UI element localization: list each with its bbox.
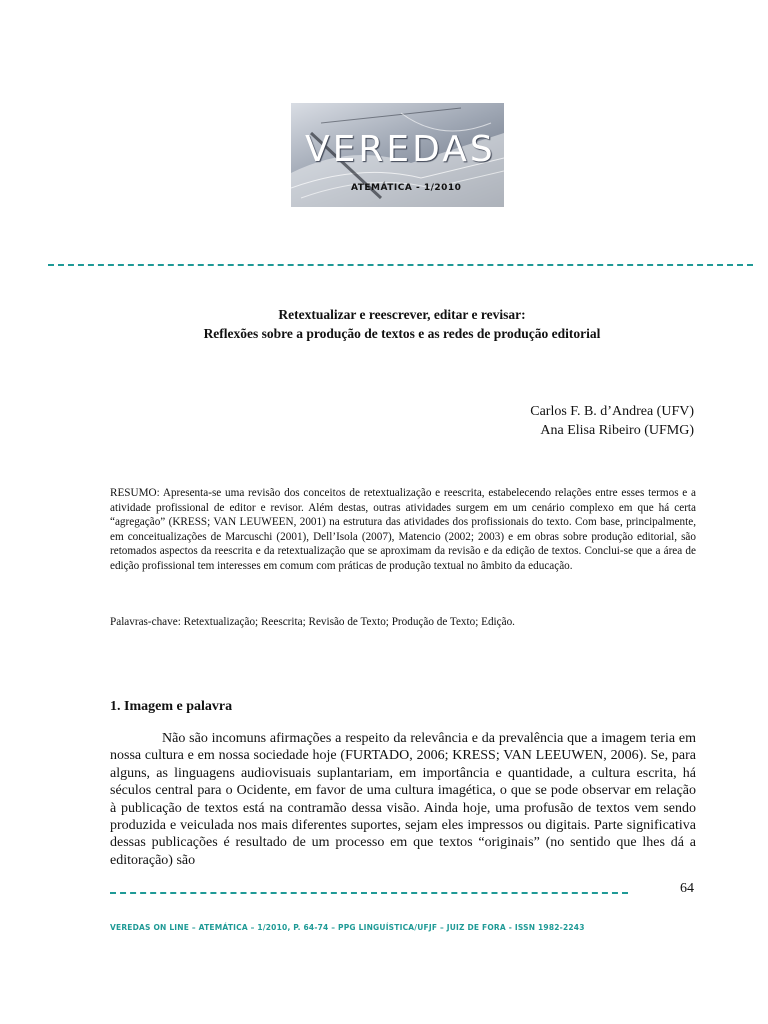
abstract [110, 486, 696, 573]
page-number: 64 [680, 881, 694, 896]
abstract-label: RESUMO: [110, 487, 160, 499]
bottom-divider [110, 892, 628, 894]
article-title-line-2: Reflexões sobre a produção de textos e as redes de produção editorial [203, 326, 601, 341]
author-list [530, 402, 694, 440]
article-title [110, 305, 694, 343]
logo-title: VEREDAS [305, 129, 496, 170]
journal-logo [291, 103, 504, 207]
section-heading: 1. Imagem e palavra [110, 699, 233, 714]
footer-citation: VEREDAS ON LINE – ATEMÁTICA – 1/2010, P. 64-74 – PPG LINGUÍSTICA/UFJF – JUIZ DE FORA - ISSN 1982-2243 [110, 923, 585, 932]
author-2: Ana Elisa Ribeiro (UFMG) [540, 423, 694, 438]
body-paragraph [110, 730, 696, 869]
logo-subtitle: ATEMÁTICA - 1/2010 [351, 183, 462, 193]
top-divider [48, 264, 753, 266]
article-title-line-1: Retextualizar e reescrever, editar e revisar: [278, 307, 526, 322]
author-1: Carlos F. B. d’Andrea (UFV) [530, 404, 694, 419]
body-paragraph-text: Não são incomuns afirmações a respeito da relevância e da prevalência que a imagem teria em nossa cultura e em nossa sociedade hoje (FURTADO, 2006; KRESS; VAN LEEUWEN, 2006). Se, para alguns, as linguagens audiovisuais suplantariam, em importância e quantidade, a cultura escrita, há séculos central para o Ocidente, em favor de uma cultura imagética, o que se pode observar em relação à publicação de textos está na contramão dessa visão. Ainda hoje, uma profusão de textos vem sendo produzida e veiculada nos mais diferentes suportes, sejam eles impressos ou digitais. Parte significativa dessas publicações é resultado de um processo em que textos “originais” (no sentido que lhes dá a editoração) são [110, 731, 696, 868]
keywords: Palavras-chave: Retextualização; Reescrita; Revisão de Texto; Produção de Texto; Edição. [110, 616, 515, 628]
abstract-text: Apresenta-se uma revisão dos conceitos de retextualização e reescrita, estabelecendo relações entre esses termos e a atividade profissional de editor e revisor. Além destas, outras atividades surgem em um cenário complexo em que há certa “agregação” (KRESS; VAN LEUWEEN, 2001) na estrutura das atividades dos profissionais do texto. Com base, principalmente, em conceitualizações de Marcuschi (2001), Dell’Isola (2007), Matencio (2002; 2003) e em obras sobre produção editorial, são retomados aspectos da reescrita e da retextualização que se aproximam da revisão e da edição de textos. Conclui-se que a área de edição profissional tem interesses em comum com práticas de produção textual no âmbito da educação. [110, 487, 696, 572]
